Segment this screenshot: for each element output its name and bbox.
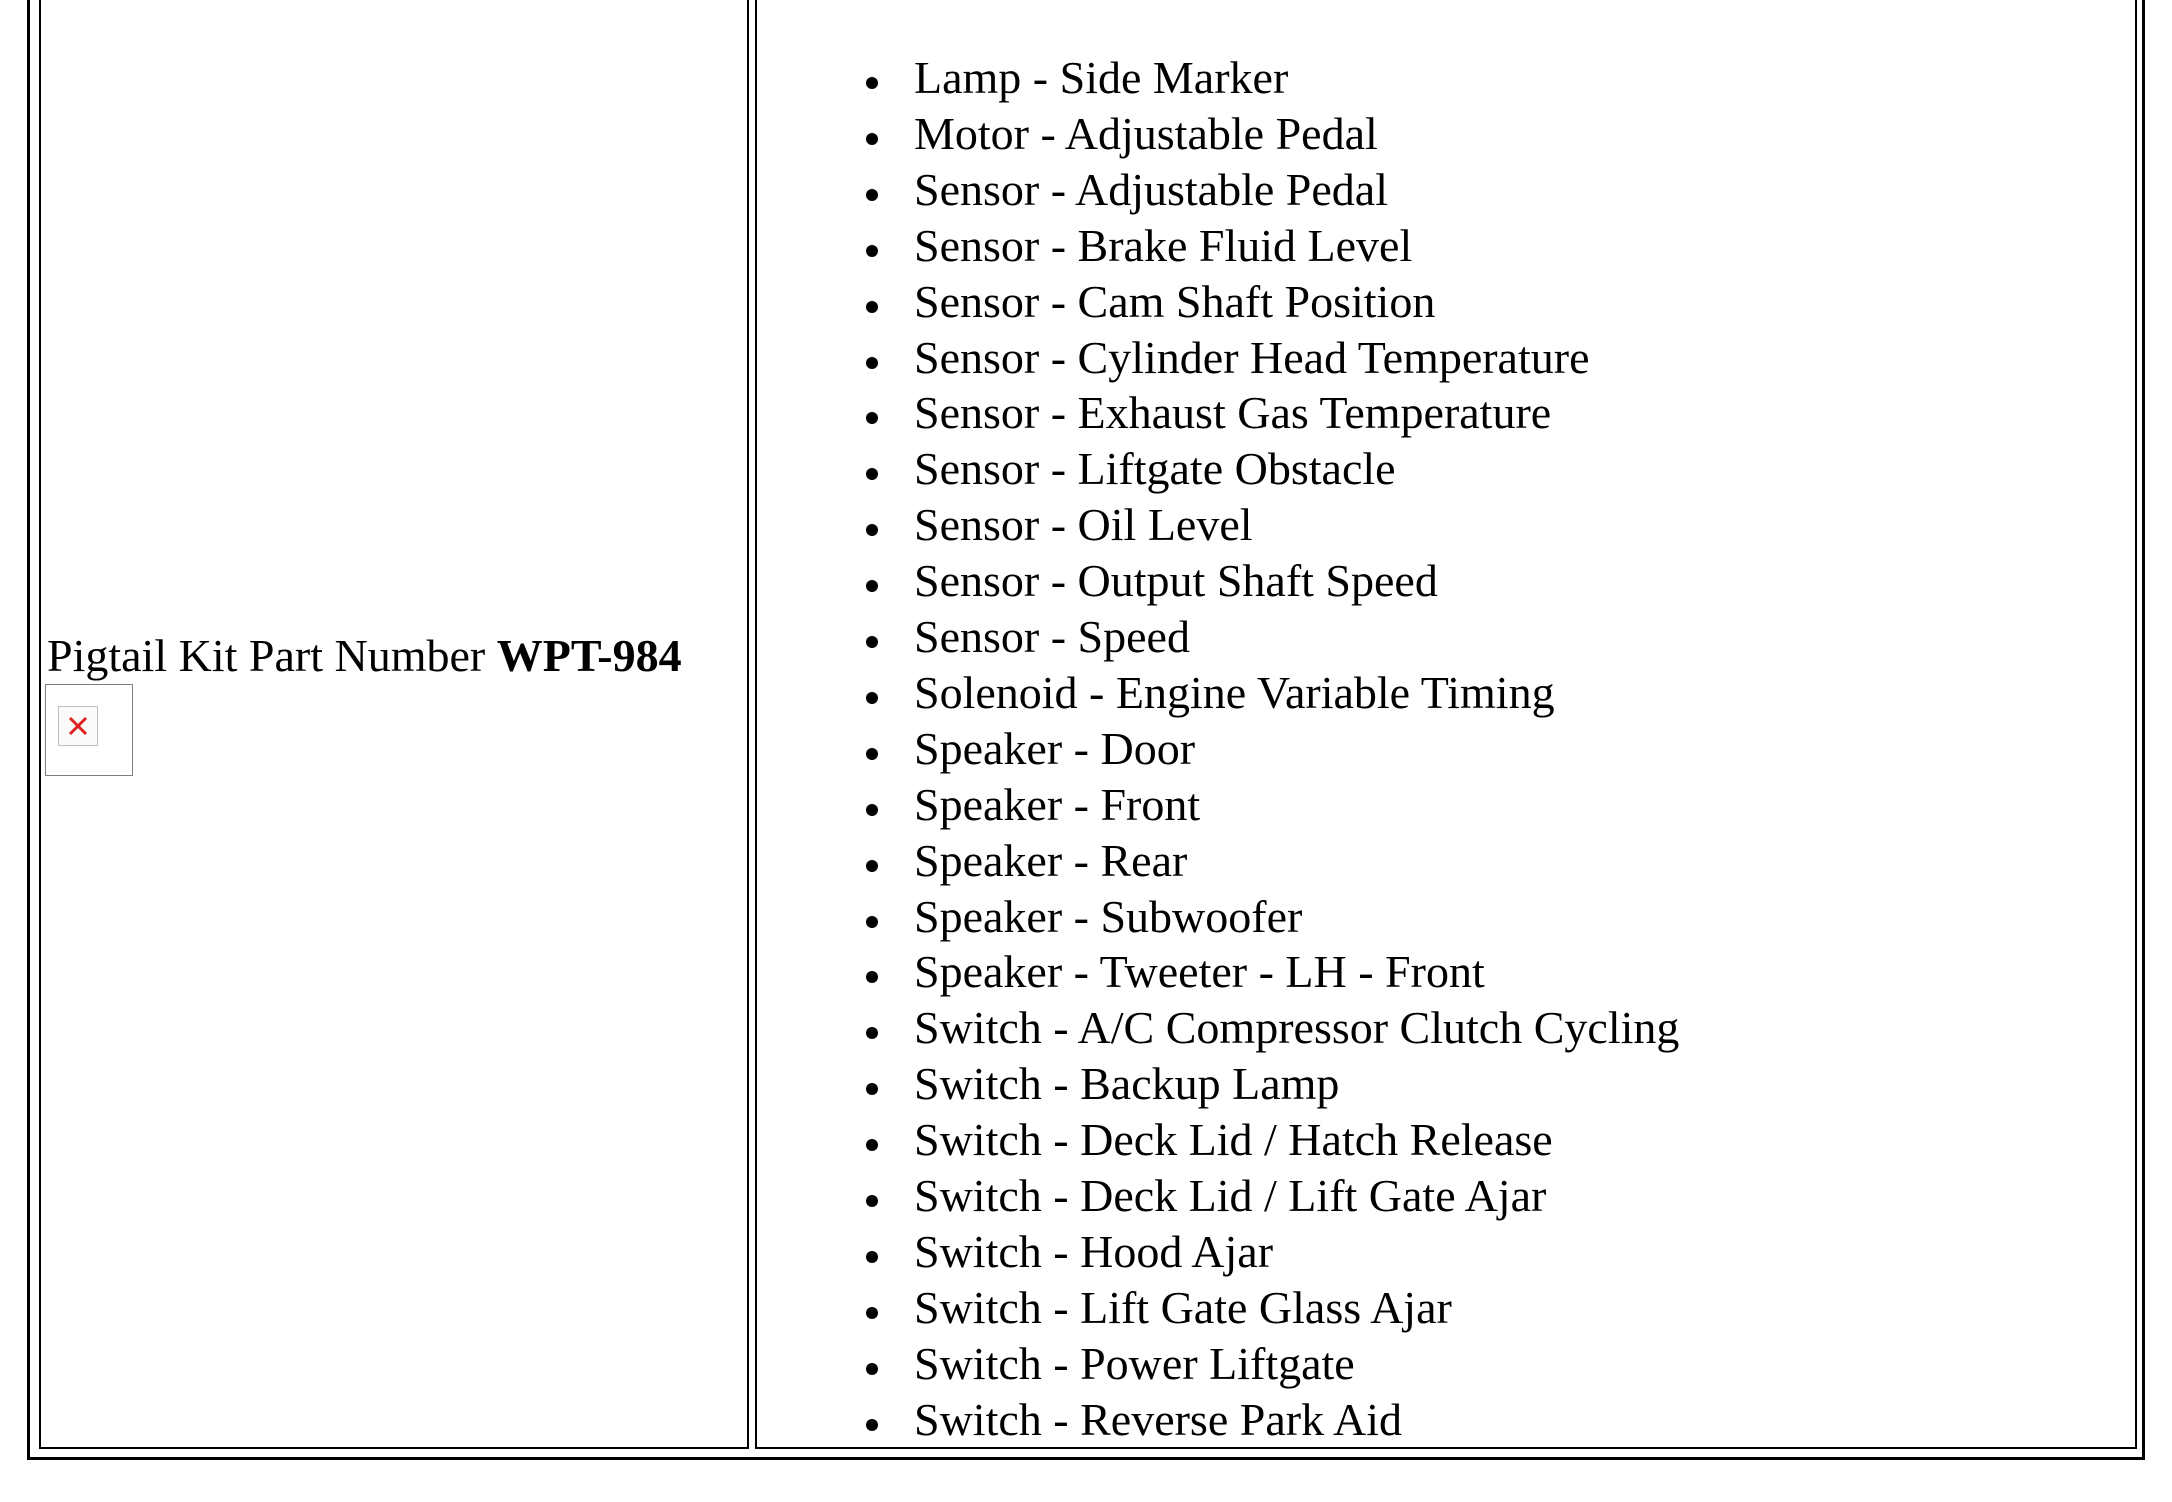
list-item-text: Solenoid - Engine Variable Timing: [914, 667, 1555, 718]
list-item-text: Switch - Deck Lid / Lift Gate Ajar: [914, 1170, 1547, 1221]
list-item-text: Switch - Reverse Park Aid: [914, 1394, 1403, 1445]
bullet-icon: [866, 133, 878, 145]
list-item-text: Lamp - Side Marker: [914, 52, 1289, 103]
bullet-icon: [866, 636, 878, 648]
list-item-text: Sensor - Cam Shaft Position: [914, 276, 1436, 327]
bullet-icon: [866, 916, 878, 928]
list-item-text: Switch - Power Liftgate: [914, 1338, 1355, 1389]
list-item-text: Speaker - Tweeter - LH - Front: [914, 946, 1485, 997]
bullet-icon: [866, 1307, 878, 1319]
list-item-text: Sensor - Cylinder Head Temperature: [914, 332, 1590, 383]
list-item-text: Sensor - Output Shaft Speed: [914, 555, 1438, 606]
list-item-text: Sensor - Liftgate Obstacle: [914, 443, 1396, 494]
bullet-icon: [866, 189, 878, 201]
bullet-icon: [866, 245, 878, 257]
bullet-icon: [866, 580, 878, 592]
list-item-text: Sensor - Exhaust Gas Temperature: [914, 387, 1552, 438]
bullet-icon: [866, 357, 878, 369]
applications-cell: [755, 0, 2137, 1449]
bullet-icon: [866, 77, 878, 89]
list-item-text: Speaker - Door: [914, 723, 1196, 774]
bullet-icon: [866, 860, 878, 872]
list-item-text: Sensor - Adjustable Pedal: [914, 164, 1388, 215]
bullet-icon: [866, 1251, 878, 1263]
bullet-icon: [866, 1139, 878, 1151]
bullet-icon: [866, 1027, 878, 1039]
bullet-icon: [866, 692, 878, 704]
list-item-text: Switch - A/C Compressor Clutch Cycling: [914, 1002, 1680, 1053]
broken-image-frame: [58, 706, 98, 746]
part-number-value: WPT-984: [496, 630, 682, 681]
bullet-icon: [866, 301, 878, 313]
red-x-icon: [67, 715, 89, 737]
bullet-icon: [866, 1195, 878, 1207]
part-number-cell: [39, 0, 749, 1449]
bullet-icon: [866, 748, 878, 760]
list-item-text: Speaker - Front: [914, 779, 1201, 830]
parts-table: [27, 0, 2145, 1460]
bullet-icon: [866, 468, 878, 480]
broken-image-icon: [45, 684, 133, 776]
list-item-text: Motor - Adjustable Pedal: [914, 108, 1378, 159]
bullet-icon: [866, 1083, 878, 1095]
part-number-prefix: Pigtail Kit Part Number: [47, 630, 497, 681]
list-item-text: Speaker - Rear: [914, 835, 1188, 886]
bullet-icon: [866, 971, 878, 983]
part-number-label: [47, 628, 682, 684]
bullet-icon: [866, 1419, 878, 1431]
list-item-text: Sensor - Speed: [914, 611, 1190, 662]
bullet-icon: [866, 524, 878, 536]
list-item-text: Switch - Deck Lid / Hatch Release: [914, 1114, 1553, 1165]
list-item-text: Sensor - Oil Level: [914, 499, 1253, 550]
list-item-text: Switch - Hood Ajar: [914, 1226, 1274, 1277]
bullet-icon: [866, 412, 878, 424]
list-item-text: Switch - Lift Gate Glass Ajar: [914, 1282, 1452, 1333]
list-item-text: Switch - Backup Lamp: [914, 1058, 1340, 1109]
list-item-text: Sensor - Brake Fluid Level: [914, 220, 1413, 271]
bullet-icon: [866, 804, 878, 816]
list-item-text: Speaker - Subwoofer: [914, 891, 1303, 942]
bullet-icon: [866, 1363, 878, 1375]
